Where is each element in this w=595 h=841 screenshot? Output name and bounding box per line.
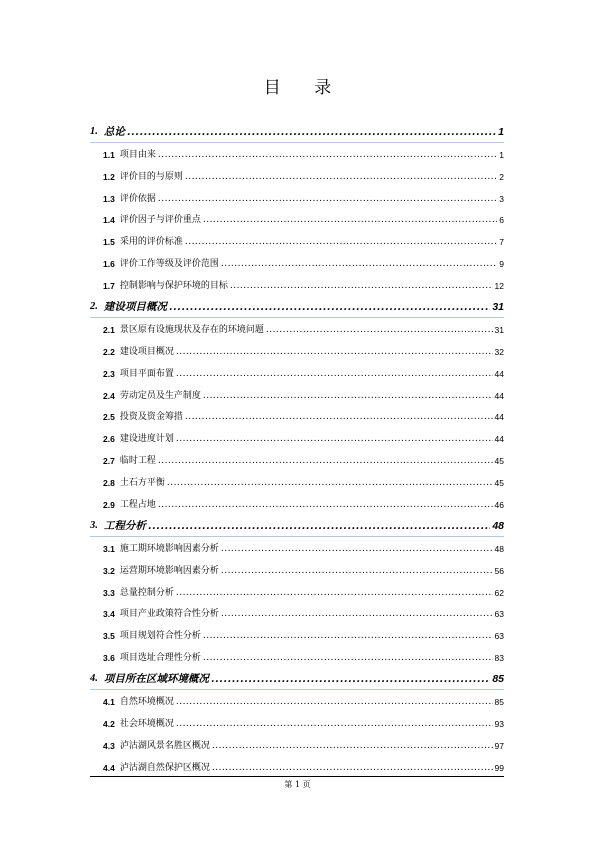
toc-entry-page: 45 [494, 456, 504, 467]
toc-dot-leader [158, 454, 493, 468]
toc-entry-number: 4. [90, 673, 98, 685]
toc-dot-leader [176, 367, 493, 381]
toc-entry-number: 3.3 [103, 587, 115, 598]
toc-chapter-entry[interactable] [90, 121, 504, 143]
toc-dot-leader [221, 607, 493, 621]
toc-entry-title: 运营期环境影响因素分析 [119, 565, 219, 576]
toc-entry-page: 2 [499, 171, 504, 182]
toc-section-entry[interactable] [90, 209, 504, 231]
toc-entry-number: 2.3 [103, 368, 115, 379]
toc-entry-number: 2.5 [103, 412, 115, 423]
toc-entry-page: 46 [494, 500, 504, 511]
toc-entry-title: 评价目的与原则 [119, 171, 183, 182]
toc-dot-leader [176, 432, 493, 446]
toc-entry-page: 44 [494, 368, 504, 379]
toc-dot-leader [221, 257, 497, 271]
toc-dot-leader [185, 170, 497, 184]
toc-entry-title: 泸沽湖风景名胜区概况 [119, 740, 210, 751]
toc-entry-title: 劳动定员及生产制度 [119, 390, 201, 401]
toc-section-entry[interactable] [90, 581, 504, 603]
toc-section-entry[interactable] [90, 406, 504, 428]
toc-entry-number: 4.1 [103, 697, 115, 708]
toc-entry-number: 2.9 [103, 500, 115, 511]
toc-section-entry[interactable] [90, 603, 504, 625]
toc-entry-number: 3.2 [103, 565, 115, 576]
toc-entry-title: 采用的评价标准 [119, 237, 183, 248]
toc-entry-page: 31 [492, 301, 504, 314]
toc-entry-number: 2.8 [103, 478, 115, 489]
toc-dot-leader [203, 629, 493, 643]
toc-entry-page: 85 [494, 697, 504, 708]
toc-entry-number: 1.1 [103, 149, 115, 160]
toc-entry-title: 投资及资金筹措 [119, 412, 183, 423]
toc-entry-title: 工程占地 [119, 500, 156, 511]
toc-section-entry[interactable] [90, 230, 504, 252]
toc-entry-title: 建设项目概况 [103, 301, 167, 314]
toc-entry-title: 评价依据 [119, 193, 156, 204]
toc-entry-title: 临时工程 [119, 456, 156, 467]
toc-entry-page: 83 [494, 653, 504, 664]
toc-dot-leader [167, 476, 493, 490]
toc-dot-leader [185, 410, 493, 424]
toc-entry-number: 1.5 [103, 237, 115, 248]
toc-entry-number: 1.2 [103, 171, 115, 182]
toc-entry-page: 45 [494, 478, 504, 489]
toc-entry-page: 93 [494, 718, 504, 729]
toc-entry-number: 2.7 [103, 456, 115, 467]
toc-entry-title: 施工期环境影响因素分析 [119, 543, 219, 554]
toc-section-entry[interactable] [90, 559, 504, 581]
toc-dot-leader [211, 672, 490, 686]
toc-entry-title: 社会环境概况 [119, 718, 174, 729]
toc-dot-leader [158, 148, 497, 162]
toc-entry-title: 项目由来 [119, 149, 156, 160]
toc-entry-title: 景区原有设施现状及存在的环境问题 [119, 324, 264, 335]
toc-entry-page: 31 [494, 324, 504, 335]
toc-section-entry[interactable] [90, 252, 504, 274]
toc-section-entry[interactable] [90, 318, 504, 340]
toc-entry-title: 总量控制分析 [119, 587, 174, 598]
toc-entry-page: 63 [494, 609, 504, 620]
toc-dot-leader [203, 651, 493, 665]
toc-entry-number: 1.3 [103, 193, 115, 204]
toc-entry-page: 44 [494, 390, 504, 401]
toc-dot-leader [212, 761, 493, 775]
toc-entry-page: 1 [498, 125, 504, 138]
page-title: 目 录 [263, 78, 346, 98]
toc-section-entry[interactable] [90, 712, 504, 734]
toc-dot-leader [169, 300, 490, 314]
toc-section-entry[interactable] [90, 143, 504, 165]
toc-chapter-entry[interactable] [90, 668, 504, 690]
toc-entry-page: 44 [494, 412, 504, 423]
toc-entry-number: 4.2 [103, 718, 115, 729]
toc-dot-leader [230, 279, 493, 293]
toc-dot-leader [127, 125, 496, 139]
toc-entry-page: 63 [494, 631, 504, 642]
toc-entry-title: 建设进度计划 [119, 434, 174, 445]
table-of-contents [90, 121, 504, 778]
toc-section-entry[interactable] [90, 734, 504, 756]
toc-section-entry[interactable] [90, 624, 504, 646]
toc-entry-title: 评价工作等级及评价范围 [119, 259, 219, 270]
toc-entry-number: 4.3 [103, 740, 115, 751]
toc-chapter-entry[interactable] [90, 515, 504, 537]
toc-entry-number: 3. [90, 519, 98, 531]
toc-entry-page: 48 [494, 543, 504, 554]
toc-entry-page: 85 [492, 673, 504, 686]
toc-dot-leader [203, 213, 497, 227]
toc-entry-number: 1.6 [103, 259, 115, 270]
toc-entry-page: 97 [494, 740, 504, 751]
toc-section-entry[interactable] [90, 362, 504, 384]
toc-entry-number: 2.4 [103, 390, 115, 401]
toc-entry-page: 48 [492, 519, 504, 532]
toc-dot-leader [203, 389, 493, 403]
toc-entry-number: 2.1 [103, 324, 115, 335]
toc-dot-leader [176, 695, 493, 709]
toc-entry-number: 1.7 [103, 281, 115, 292]
toc-section-entry[interactable] [90, 427, 504, 449]
toc-entry-page: 56 [494, 565, 504, 576]
toc-entry-title: 项目规划符合性分析 [119, 631, 201, 642]
toc-section-entry[interactable] [90, 384, 504, 406]
toc-entry-number: 3.4 [103, 609, 115, 620]
toc-entry-page: 1 [499, 149, 504, 160]
toc-dot-leader [176, 345, 493, 359]
toc-dot-leader [185, 235, 497, 249]
toc-chapter-entry[interactable] [90, 296, 504, 318]
toc-entry-title: 项目所在区域环境概况 [103, 673, 209, 686]
toc-dot-leader [176, 586, 493, 600]
toc-entry-number: 3.6 [103, 653, 115, 664]
toc-section-entry[interactable] [90, 646, 504, 668]
toc-entry-number: 2. [90, 301, 98, 313]
toc-section-entry[interactable] [90, 756, 504, 778]
toc-section-entry[interactable] [90, 274, 504, 296]
toc-entry-number: 1. [90, 125, 98, 137]
toc-entry-page: 6 [499, 215, 504, 226]
toc-section-entry[interactable] [90, 690, 504, 712]
toc-entry-page: 44 [494, 434, 504, 445]
toc-section-entry[interactable] [90, 449, 504, 471]
toc-entry-page: 3 [499, 193, 504, 204]
toc-entry-number: 2.2 [103, 346, 115, 357]
toc-dot-leader [221, 542, 493, 556]
toc-entry-page: 12 [494, 281, 504, 292]
toc-dot-leader [158, 498, 493, 512]
toc-dot-leader [266, 323, 493, 337]
toc-section-entry[interactable] [90, 165, 504, 187]
toc-entry-title: 项目产业政策符合性分析 [119, 609, 219, 620]
toc-section-entry[interactable] [90, 471, 504, 493]
toc-entry-title: 自然环境概况 [119, 697, 174, 708]
toc-entry-title: 工程分析 [103, 519, 146, 532]
toc-entry-title: 土石方平衡 [119, 478, 165, 489]
toc-entry-title: 评价因子与评价重点 [119, 215, 201, 226]
toc-entry-title: 控制影响与保护环境的目标 [119, 281, 228, 292]
toc-entry-number: 1.4 [103, 215, 115, 226]
toc-entry-page: 99 [494, 762, 504, 773]
toc-entry-page: 7 [499, 237, 504, 248]
toc-dot-leader [148, 519, 490, 533]
toc-entry-page: 9 [499, 259, 504, 270]
toc-dot-leader [158, 192, 497, 206]
toc-entry-page: 62 [494, 587, 504, 598]
toc-section-entry[interactable] [90, 493, 504, 515]
toc-entry-number: 3.1 [103, 543, 115, 554]
toc-dot-leader [221, 564, 493, 578]
toc-entry-title: 总论 [103, 125, 125, 138]
toc-entry-number: 2.6 [103, 434, 115, 445]
toc-section-entry[interactable] [90, 537, 504, 559]
toc-dot-leader [176, 717, 493, 731]
toc-entry-page: 32 [494, 346, 504, 357]
toc-entry-title: 泸沽湖自然保护区概况 [119, 762, 210, 773]
toc-dot-leader [212, 739, 493, 753]
toc-section-entry[interactable] [90, 340, 504, 362]
toc-entry-title: 建设项目概况 [119, 346, 174, 357]
page-number: 第 1 页 [284, 780, 311, 789]
footer-divider [90, 776, 504, 777]
toc-entry-title: 项目平面布置 [119, 368, 174, 379]
toc-entry-title: 项目选址合理性分析 [119, 653, 201, 664]
toc-entry-number: 3.5 [103, 631, 115, 642]
toc-section-entry[interactable] [90, 187, 504, 209]
toc-entry-number: 4.4 [103, 762, 115, 773]
